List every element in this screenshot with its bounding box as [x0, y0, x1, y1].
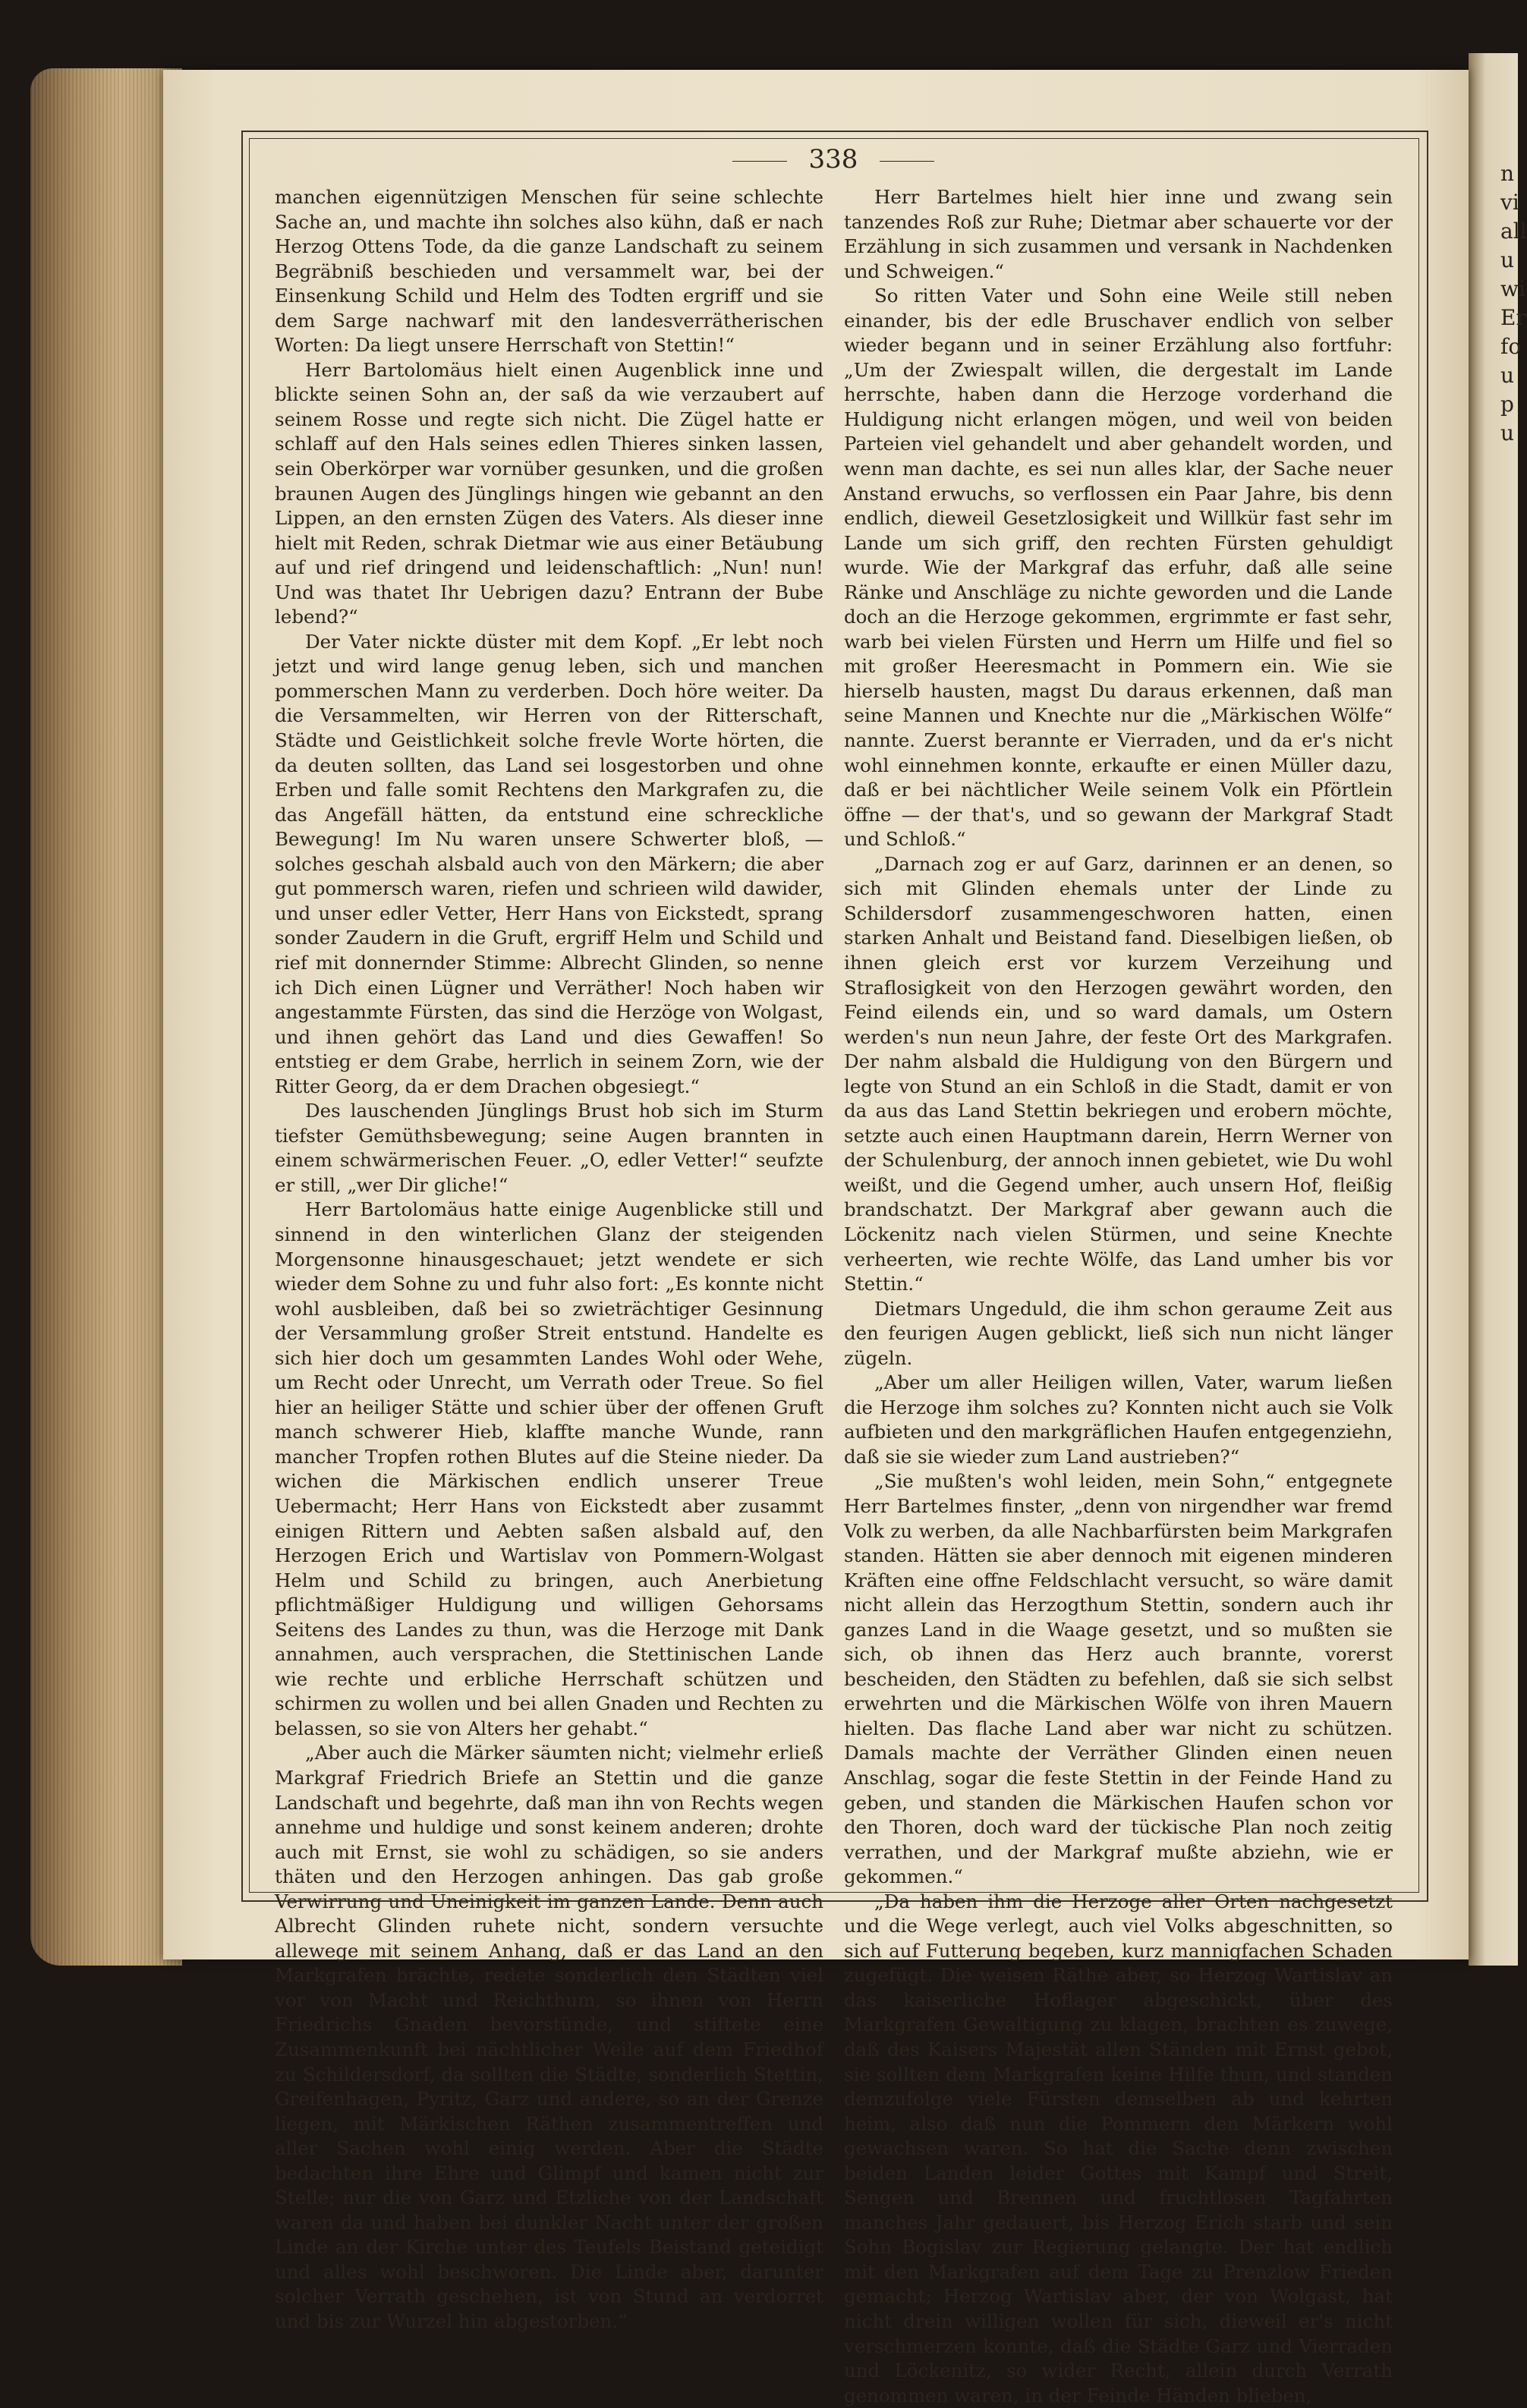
paragraph: „Sie mußten's wohl leiden, mein Sohn,“ entgegnete Herr Bartelmes finster, „denn von nirgendher war fremd Volk zu werben, da alle Nachbarfürsten beim Markgrafen standen. Hätten sie aber dennoch mit eigenen minderen Kräften eine offne Feldschlacht versucht, so wäre damit nicht allein das Herzogthum Stettin, sondern auch ihr ganzes Land in die Waage gesetzt, und so mußten sie sich, ob ihnen das Herz auch brannte, vorerst bescheiden, den Städten zu befehlen, daß sie sich selbst erwehrten und die Märkischen Wölfe von ihren Mauern hielten. Das flache Land aber war nicht zu schützen. Damals machte der Verräther Glinden einen neuen Anschlag, sogar die feste Stettin in der Feinde Hand zu geben, und standen die Märkischen Haufen schon vor den Thoren, doch ward der tückische Plan noch zeitig verrathen, und der Markgraf mußte abziehn, wie er gekommen.“: [844, 1470, 1393, 1888]
paragraph: So ritten Vater und Sohn eine Weile still neben einander, bis der edle Bruschaver endlich von selber wieder begann und in seiner Erzählung also fortfuhr: „Um der Zwiespalt willen, die dergestalt im Lande herrschte, haben dann die Herzoge vorderhand die Huldigung nicht erlangen mögen, und weil von beiden Parteien viel gehandelt und aber gehandelt worden, und wenn man dachte, es sei nun alles klar, der Sache neuer Anstand erwuchs, so verflossen ein Paar Jahre, bis denn endlich, dieweil Gesetzlosigkeit und Willkür fast sehr im Lande um sich griff, den rechten Fürsten gehuldigt wurde. Wie der Markgraf das erfuhr, daß alle seine Ränke und Anschläge zu nichte geworden und die Lande doch an die Herzoge gekommen, ergrimmte er fast sehr, warb bei vielen Fürsten und Herrn um Hilfe und fiel so mit großer Heeresmacht in Pommern ein. Wie sie hierselb hausten, magst Du daraus erkennen, daß man seine Mannen und Knechte nur die „Märkischen Wölfe“ nannte. Zuerst berannte er Vierraden, und da er's nicht wohl einnehmen konnte, erkaufte er einen Müller dazu, daß er bei nächtlicher Weile seinem Volk ein Pförtlein öffne — der that's, und so gewann der Markgraf Stadt und Schloß.“: [844, 285, 1393, 851]
paragraph: „Da haben ihm die Herzoge aller Orten nachgesetzt und die Wege verlegt, auch viel Volks abgeschnitten, so sich auf Futterung begeben, kurz mannigfachen Schaden zugefügt. Die weisen Räthe aber, so Herzog Wartislav an das kaiserliche Hoflager abgeschickt, über des Markgrafen Gewaltigung zu klagen, brachten es zuwege, daß des Kaisers Majestät allen Ständen mit Ernst gebot, sie sollten dem Markgrafen keine Hilfe thun, und standen demzufolge viele Fürsten demselben ab und kehrten heim, also daß nun die Pommern den Märkern wohl gewachsen waren. So hat die Sache denn zwischen beiden Landen leider Gottes mit Kampf und Streit, Sengen und Brennen und fruchtlosen Tagfahrten manches Jahr gedauert, bis Herzog Erich starb und sein Sohn Bogislav zur Regierung gelangte. Der hat endlich mit den Markgrafen auf dem Tage zu Prenzlow Frieden gemacht; Herzog Wartislav aber, der von Wolgast, hat nicht drein willigen wollen für sich, dieweil er's nicht verschmerzen konnte, daß die Städte Garz und Vierraden und Löckenitz, so wider Recht, allein durch Verrath genommen waren, in der Feinde Händen blieben,: [844, 1890, 1393, 2406]
right-text-column: [844, 185, 1393, 2408]
paragraph: Dietmars Ungeduld, die ihm schon geraume Zeit aus den feurigen Augen geblickt, ließ sich nun nicht länger zügeln.: [844, 1297, 1393, 1369]
paragraph: Herr Bartolomäus hatte einige Augenblicke still und sinnend in den winterlichen Glanz der steigenden Morgensonne hinausgeschauet; jetzt wendete er sich wieder dem Sohne zu und fuhr also fort: „Es konnte nicht wohl ausbleiben, daß bei so zwieträchtiger Gesinnung der Versammlung großer Streit entstund. Handelte es sich hier doch um gesammten Landes Wohl oder Wehe, um Recht oder Unrecht, um Verrath oder Treue. So fiel hier an heiliger Stätte und schier über der offenen Gruft manch schwerer Hieb, klaffte manche Wunde, rann mancher Tropfen rothen Blutes auf die Steine nieder. Da wichen die Märkischen endlich unserer Treue Uebermacht; Herr Hans von Eickstedt aber zusammt einigen Rittern und Aebten saßen alsbald auf, den Herzogen Erich und Wartislav von Pommern-Wolgast Helm und Schild zu bringen, auch Anerbietung pflichtmäßiger Huldigung und willigen Gehorsams Seitens des Landes zu thun, was die Herzoge mit Dank annahmen, auch versprachen, die Stettinischen Lande wie rechte und erbliche Herrschaft schützen und schirmen zu wollen und bei allen Gnaden und Rechten zu belassen, so sie von Alters her gehabt.“: [275, 1198, 823, 1739]
book-page-edges: [30, 68, 182, 1966]
paragraph: Der Vater nickte düster mit dem Kopf. „Er lebt noch jetzt und wird lange genug leben, sich und manchen pommerschen Mann zu verderben. Doch höre weiter. Da die Versammelten, wir Herren von der Ritterschaft, Städte und Geistlichkeit solche frevle Worte hörten, die da deuten sollten, das Land sei losgestorben und ohne Erben und falle somit Rechtens den Markgrafen zu, die das Angefäll hätten, da entstund eine schreckliche Bewegung! Im Nu waren unsere Schwerter bloß, — solches geschah alsbald auch von den Märkern; die aber gut pommersch waren, riefen und schrieen wild dawider, und unser edler Vetter, Herr Hans von Eickstedt, sprang sonder Zaudern in die Gruft, ergriff Helm und Schild und rief mit donnernder Stimme: Albrecht Glinden, so nenne ich Dich einen Lügner und Verräther! Noch haben wir angestammte Fürsten, das sind die Herzöge von Wolgast, und ihnen gehört das Land und dies Gewaffen! So entstieg er dem Grabe, herrlich in seinem Zorn, wie der Ritter Georg, da er dem Drachen obgesiegt.“: [275, 630, 823, 1097]
paragraph: Herr Bartolomäus hielt einen Augenblick inne und blickte seinen Sohn an, der saß da wie verzaubert auf seinem Rosse und regte sich nicht. Die Zügel hatte er schlaff auf den Hals seines edlen Thieres sinken lassen, sein Oberkörper war vornüber gesunken, und die großen braunen Augen des Jünglings hingen wie gebannt an den Lippen, an den ernsten Zügen des Vaters. Als dieser inne hielt mit Reden, schrak Dietmar wie aus einer Betäubung auf und rief dringend und leidenschaftlich: „Nun! nun! Und was thatet Ihr Uebrigen dazu? Entrann der Bube lebend?“: [275, 358, 823, 628]
paragraph: manchen eigennützigen Menschen für seine schlechte Sache an, und machte ihn solches also kühn, daß er nach Herzog Ottens Tode, da die ganze Landschaft zu seinem Begräbniß beschieden und versammelt war, bei der Einsenkung Schild und Helm des Todten ergriff und sie dem Sarge nachwarf mit den landesverrätherischen Worten: Da liegt unsere Herrschaft von Stettin!“: [275, 186, 823, 357]
left-text-column: [275, 185, 823, 2334]
paragraph: Des lauschenden Jünglings Brust hob sich im Sturm tiefster Gemüthsbewegung; seine Augen brannten in einem schwärmerischen Feuer. „O, edler Vetter!“ seufzte er still, „wer Dir gliche!“: [275, 1100, 823, 1196]
header-rule-left: [732, 161, 787, 162]
paragraph: „Aber auch die Märker säumten nicht; vielmehr erließ Markgraf Friedrich Briefe an Stettin und die ganze Landschaft und begehrte, daß man ihn von Rechts wegen annehme und huldige und sonst keinem anderen; drohte auch mit Ernst, sie wohl zu schädigen, so sie anders thäten und den Herzogen anhingen. Das gab große Verwirrung und Uneinigkeit im ganzen Lande. Denn auch Albrecht Glinden ruhete nicht, sondern versuchte allewege mit seinem Anhang, daß er das Land an den Markgrafen brächte, redete sonderlich den Städten viel vor von Macht und Reichthum, so ihnen von Herrn Friedrichs Gnaden bevorstünde, und stiftete eine Zusammenkunft bei nächtlicher Weile auf dem Friedhof zu Schildersdorf, da sollten die Städte, sonderlich Stettin, Greifenhagen, Pyritz, Garz und andere, so an der Grenze liegen, mit Märkischen Räthen zusammentreffen und aller Sachen wohl einig werden. Aber die Städte bedachten ihre Ehre und Glimpf und kamen nicht zur Stelle; nur die von Garz und Etzliche von der Landschaft waren da und haben bei dunkler Nacht unter der großen Linde an der Kirche unter des Teufels Beistand geteidigt und alles wohl beschworen. Die Linde aber, darunter solcher Verrath geschehen, ist von Stund an verdorret und bis zur Wurzel hin abgestorben.“: [275, 1742, 823, 2333]
page-number: 338: [808, 144, 858, 175]
facing-page-edge: [1469, 53, 1527, 1966]
paragraph: „Darnach zog er auf Garz, darinnen er an denen, so sich mit Glinden ehemals unter der Linde zu Schildersdorf zusammengeschworen hatten, einen starken Anhalt und Beistand fand. Dieselbigen ließen, ob ihnen gleich erst vor kurzem Verzeihung und Straflosigkeit von den Herzogen gewährt worden, den Feind eilends ein, und so ward damals, um Ostern werden's nun neun Jahre, der feste Ort des Markgrafen. Der nahm alsbald die Huldigung von den Bürgern und legte von Stund an ein Schloß in die Stadt, damit er von da aus das Land Stettin bekriegen und erobern möchte, setzte auch einen Hauptmann darein, Herrn Werner von der Schulenburg, der annoch innen gebietet, wie Du wohl weißt, und die Gegend umher, auch unsern Hof, fleißig brandschatzt. Der Markgraf aber gewann auch die Löckenitz nach vielen Stürmen, und seine Knechte verheerten, wie rechte Wölfe, das Land umher bis vor Stettin.“: [844, 852, 1393, 1295]
page-header: [249, 144, 1418, 175]
header-rule-right: [880, 161, 934, 162]
paragraph: „Aber um aller Heiligen willen, Vater, warum ließen die Herzoge ihm solches zu? Konnten nicht auch sie Volk aufbieten und den markgräflichen Haufen entgegenziehn, daß sie sie wieder zum Land austrieben?“: [844, 1371, 1393, 1468]
paragraph: Herr Bartelmes hielt hier inne und zwang sein tanzendes Roß zur Ruhe; Dietmar aber schauerte vor der Erzählung in sich zusammen und versank in Nachdenken und Schweigen.“: [844, 186, 1393, 282]
facing-page-text-fragment: n vi all u wi Er fo u p u: [1500, 161, 1527, 445]
